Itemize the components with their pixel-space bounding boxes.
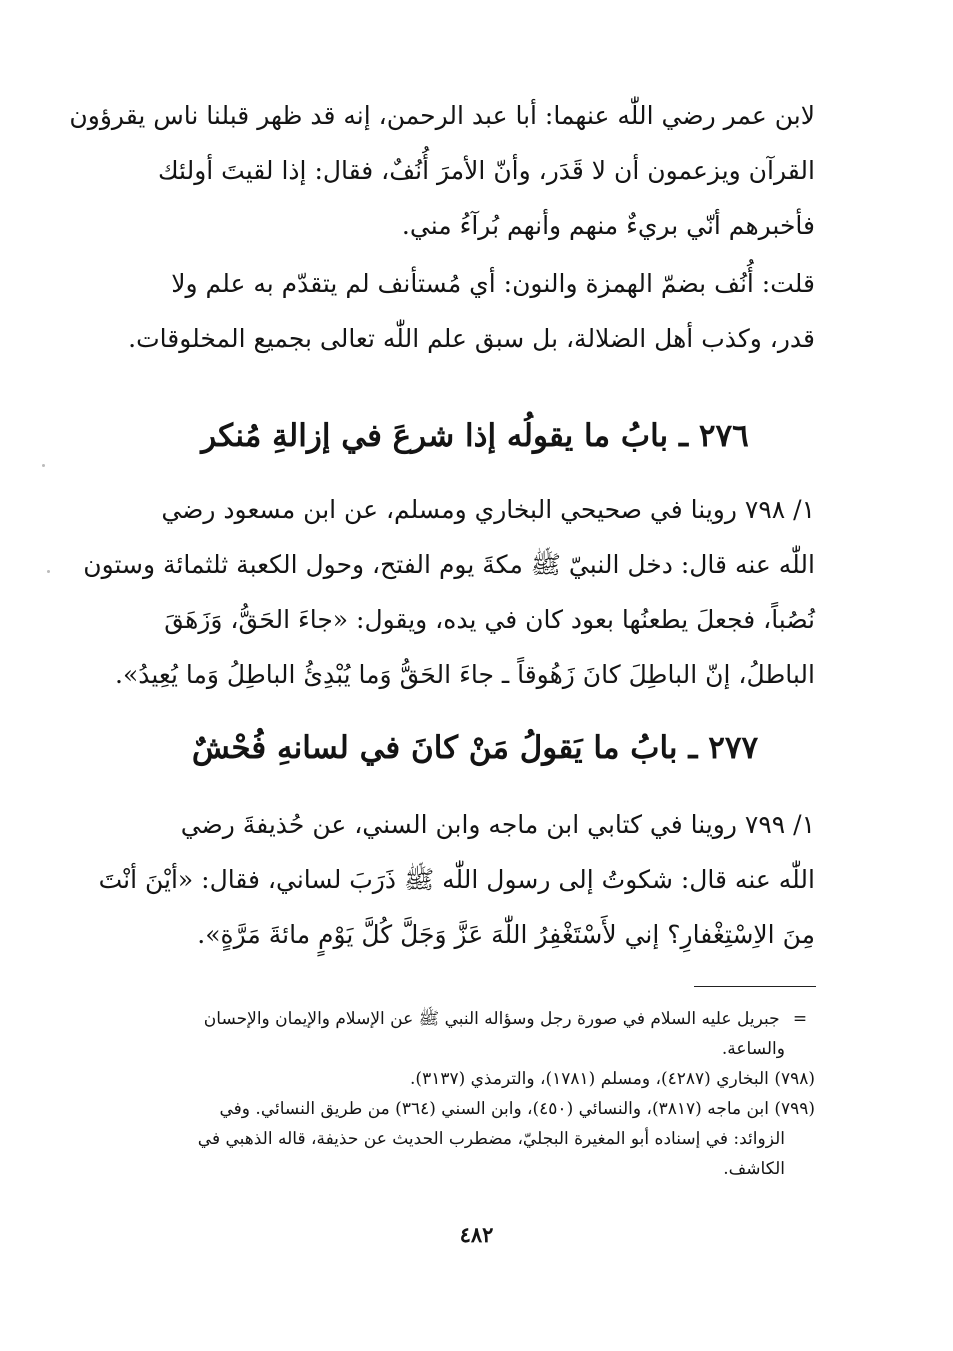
text-line: ١/ ٧٩٩ روينا في كتابي ابن ماجه وابن السني، عن حُذيفةَ رضي (180, 810, 815, 839)
text-line: اللّٰه عنه قال: شكوتُ إلى رسول اللّٰه ﷺ ذَرَبَ لساني، فقال: «أيْنَ أنْتَ (98, 865, 815, 894)
text-line: لابن عمر رضي اللّٰه عنهما: أبا عبد الرحمن، إنه قد ظهر قبلنا ناس يقرؤون (69, 101, 815, 130)
text-line: قلت: أُنُف بضمّ الهمزة والنون: أي مُستأنف لم يتقدّم به علم ولا (171, 269, 815, 298)
footnote-text: والساعة. (721, 1039, 785, 1059)
continuation-marker: = (792, 1009, 808, 1029)
footnote-separator (694, 986, 816, 987)
footnote-text: الزوائد: في إسناده أبو المغيرة البجليّ، مضطرب الحديث عن حذيفة، قاله الذهبي في (197, 1129, 785, 1149)
footnote-799: (٧٩٩) ابن ماجه (٣٨١٧)، والنسائي (٤٥٠)، وابن السني (٣٦٤) من طريق النسائي. وفي (219, 1099, 815, 1119)
footnotes (115, 1004, 815, 1184)
text-line: ١/ ٧٩٨ روينا في صحيحي البخاري ومسلم، عن ابن مسعود رضي (161, 495, 815, 524)
footnote-text: جبريل عليه السلام في صورة رجل وسؤاله النبي ﷺ عن الإسلام والإيمان والإحسان (203, 1009, 780, 1029)
text-line: مِنَ الاِسْتِغْفارِ؟ إني لأَسْتَغْفِرُ اللّٰهَ عَزَّ وَجَلَّ كُلَّ يَوْمٍ مائةَ مَرَّةٍ». (197, 920, 815, 949)
note-paragraph (128, 256, 815, 366)
footnote-continuation (115, 1004, 815, 1034)
section-276-paragraph (83, 482, 815, 702)
text-line: نُصُباً، فجعلَ يطعنُها بعود كان في يده، ويقول: «جاءَ الحَقُّ، وَزَهَقَ (164, 605, 815, 634)
text-line: اللّٰه عنه قال: دخل النبيّ ﷺ مكةَ يوم الفتح، وحول الكعبة ثلثمائة وستون (83, 550, 815, 579)
section-heading-277: ٢٧٧ ـ بابُ ما يَقولُ مَنْ كانَ في لسانهِ فُحْشٌ (191, 730, 759, 766)
footnote-798: (٧٩٨) البخاري (٤٢٨٧)، ومسلم (١٧٨١)، والترمذي (٣١٣٧). (410, 1069, 815, 1089)
section-277-paragraph (98, 797, 815, 962)
scan-speck (42, 464, 45, 467)
text-line: فأخبرهم أنّي بريءٌ منهم وأنهم بُرآءُ مني. (401, 211, 815, 240)
text-line: القرآن ويزعمون أن لا قَدَر، وأنّ الأمرَ أُنُفٌ، فقال: إذا لقيتَ أولئك (157, 156, 815, 185)
top-paragraph (69, 88, 815, 253)
page-number: ٤٨٢ (459, 1222, 494, 1247)
footnote-text: الكاشف. (723, 1159, 785, 1179)
text-line: الباطلُ، إنّ الباطِلَ كانَ زَهُوقاً ـ جاءَ الحَقُّ وَما يُبْدِئُ الباطِلُ وَما يُعِيدُ». (115, 660, 815, 689)
scan-speck (47, 570, 50, 573)
section-heading-276: ٢٧٦ ـ بابُ ما يقولُه إذا شرعَ في إزالةِ مُنكر (201, 418, 749, 454)
text-line: قدر، وكذب أهل الضلالة، بل سبق علم اللّٰه تعالى بجميع المخلوقات. (128, 324, 815, 353)
